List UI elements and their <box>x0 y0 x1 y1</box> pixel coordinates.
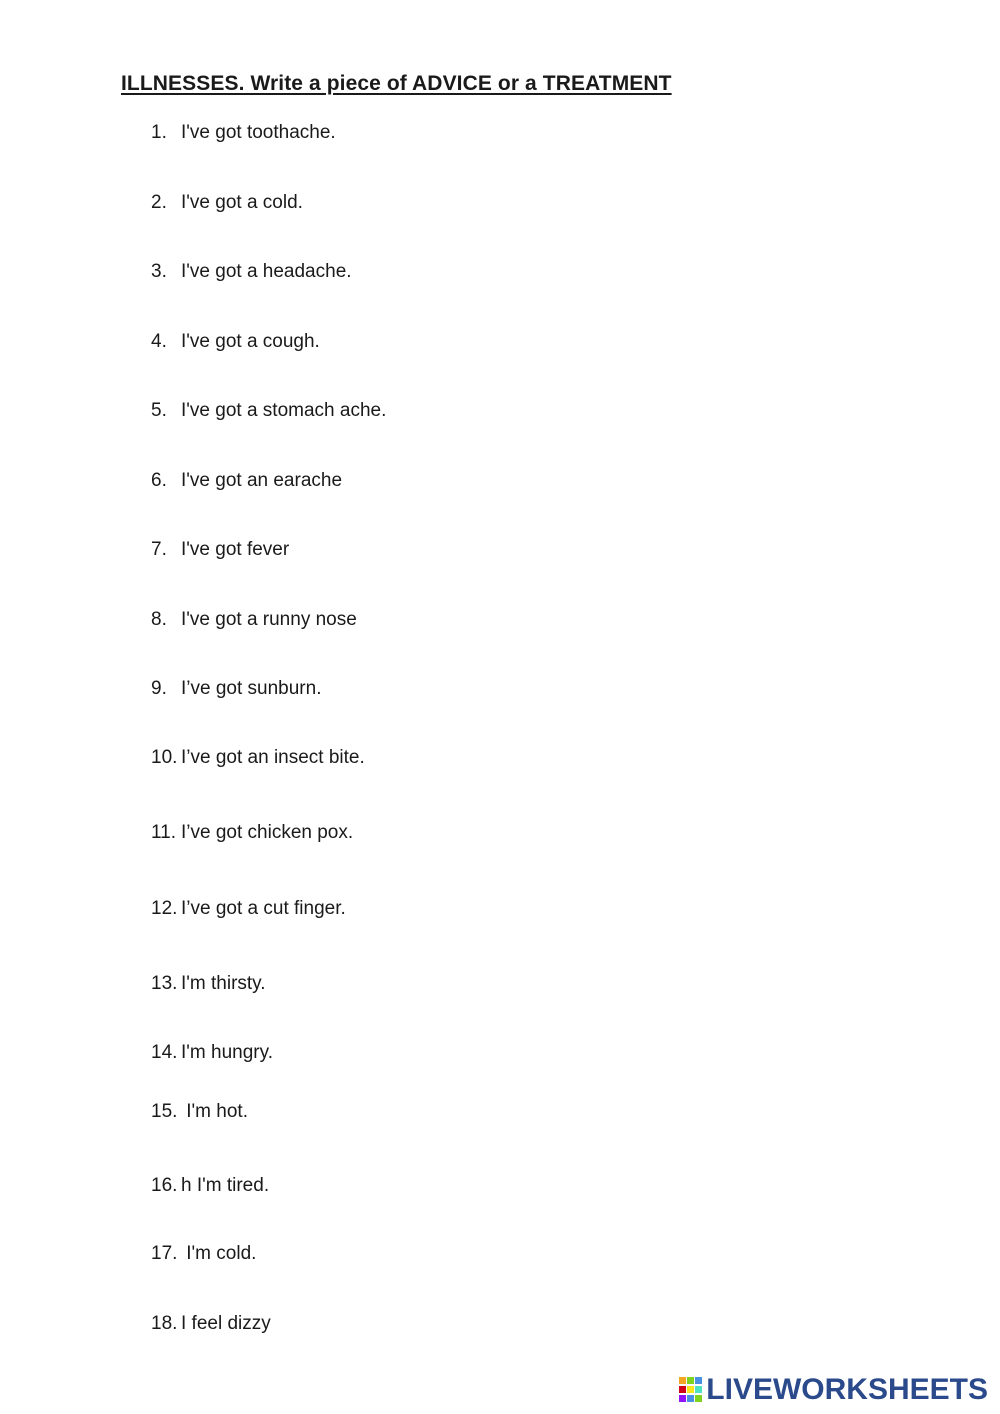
list-item <box>151 972 266 996</box>
item-number: 1. <box>151 122 167 143</box>
list-item <box>151 1041 273 1065</box>
item-number: 5. <box>151 400 167 421</box>
list-item <box>151 1100 248 1124</box>
item-text: I'm hungry. <box>181 1042 273 1063</box>
list-item <box>151 469 342 493</box>
item-number: 4. <box>151 331 167 352</box>
liveworksheets-logo-icon <box>679 1377 703 1403</box>
list-item <box>151 821 353 845</box>
item-number: 3. <box>151 261 167 282</box>
item-text: I’ve got a cut finger. <box>181 898 346 919</box>
item-number: 17. <box>151 1243 178 1264</box>
item-number: 6. <box>151 470 167 491</box>
item-text: I've got a headache. <box>181 261 352 282</box>
item-number: 14. <box>151 1042 178 1063</box>
item-text: I feel dizzy <box>181 1313 271 1334</box>
item-text: I'm cold. <box>181 1243 257 1264</box>
item-text: I’ve got an insect bite. <box>181 747 365 768</box>
item-number: 8. <box>151 609 167 630</box>
list-item <box>151 1312 271 1336</box>
item-text: I've got a cold. <box>181 192 303 213</box>
item-text: I've got a cough. <box>181 331 320 352</box>
item-number: 2. <box>151 192 167 213</box>
item-number: 11. <box>151 822 177 843</box>
item-text: I've got a runny nose <box>181 609 357 630</box>
page-title: ILLNESSES. Write a piece of ADVICE or a TREATMENT <box>121 72 672 95</box>
list-item <box>151 330 320 354</box>
liveworksheets-watermark <box>679 1375 988 1405</box>
brand-text: LIVEWORKSHEETS <box>706 1373 988 1406</box>
item-text: I'm hot. <box>181 1101 248 1122</box>
list-item <box>151 608 357 632</box>
item-number: 16. <box>151 1175 178 1196</box>
item-number: 15. <box>151 1101 178 1122</box>
item-number: 10. <box>151 747 178 768</box>
item-text: h I'm tired. <box>181 1175 270 1196</box>
item-text: I’ve got sunburn. <box>181 678 322 699</box>
item-text: I'm thirsty. <box>181 973 266 994</box>
item-number: 12. <box>151 898 178 919</box>
item-number: 7. <box>151 539 167 560</box>
item-text: I've got an earache <box>181 470 343 491</box>
list-item <box>151 121 336 145</box>
item-number: 13. <box>151 973 178 994</box>
list-item <box>151 260 352 284</box>
list-item <box>151 1174 269 1198</box>
list-item <box>151 538 289 562</box>
list-item <box>151 897 346 921</box>
list-item <box>151 1242 256 1266</box>
item-text: I’ve got chicken pox. <box>181 822 354 843</box>
list-item <box>151 399 386 423</box>
item-text: I've got a stomach ache. <box>181 400 387 421</box>
list-item <box>151 746 365 770</box>
item-number: 18. <box>151 1313 178 1334</box>
list-item <box>151 191 303 215</box>
item-text: I've got toothache. <box>181 122 336 143</box>
list-item <box>151 677 321 701</box>
item-number: 9. <box>151 678 167 699</box>
item-text: I've got fever <box>181 539 290 560</box>
